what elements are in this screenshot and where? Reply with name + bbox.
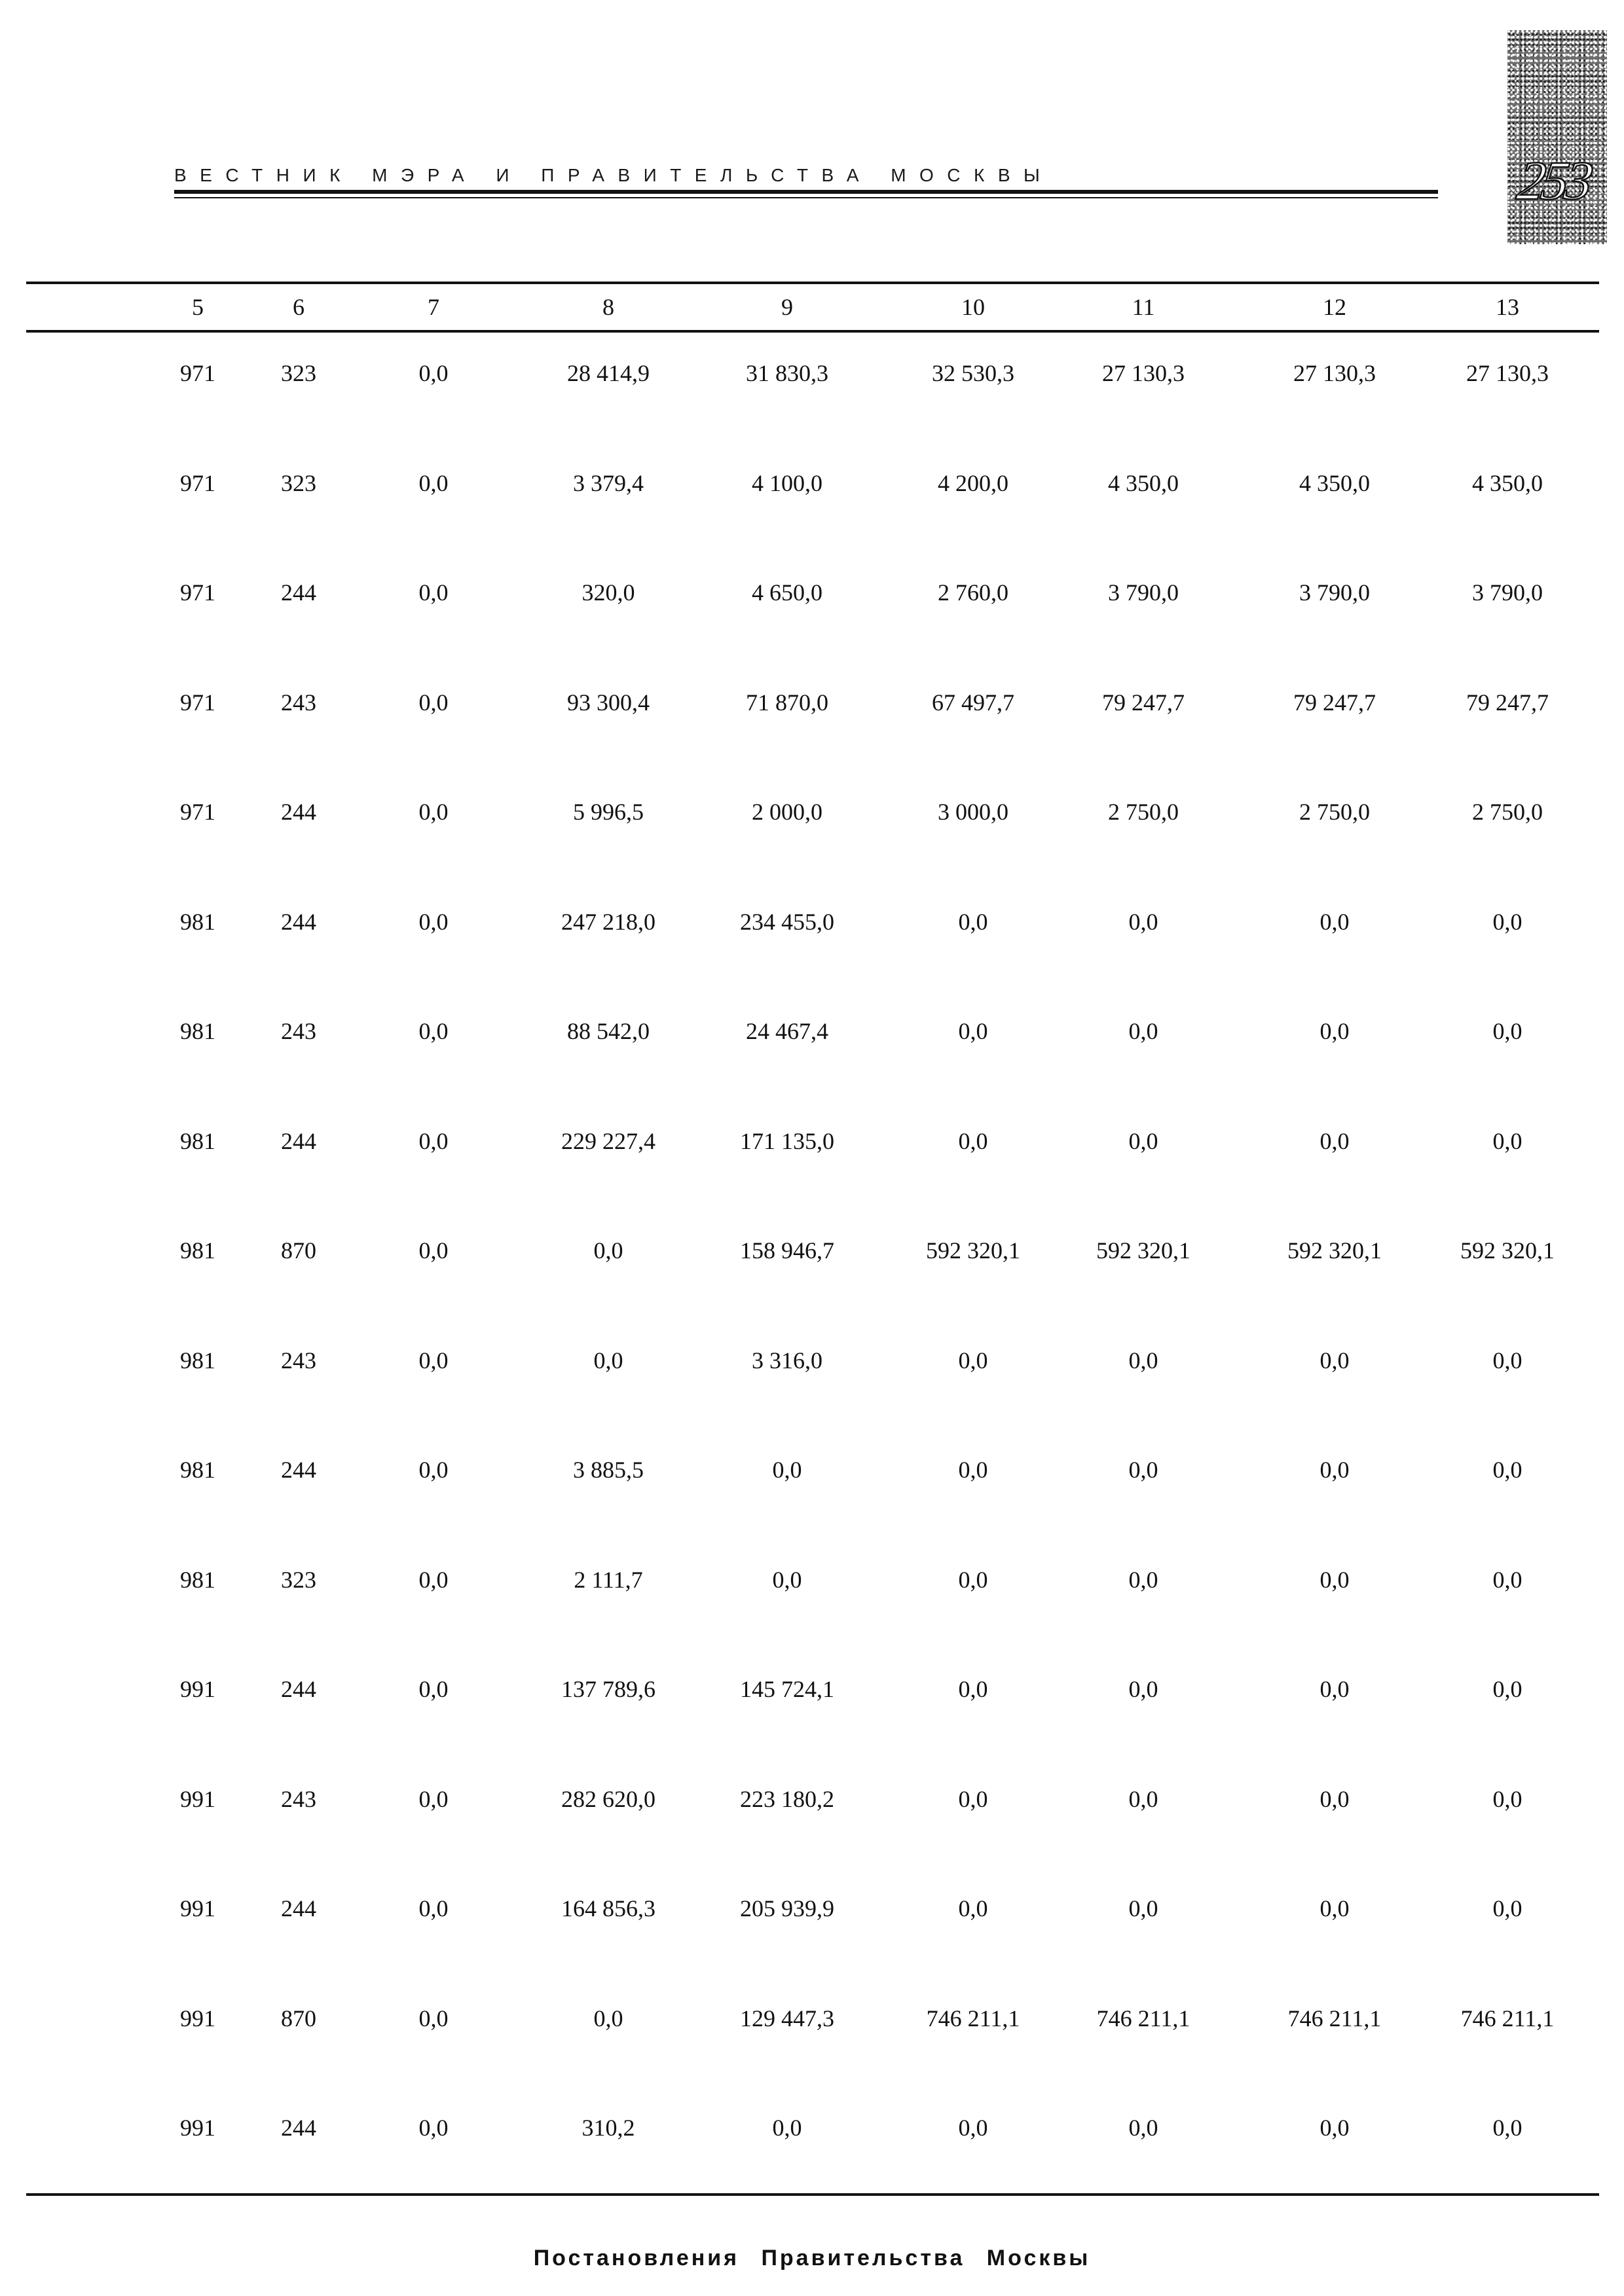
table-cell: 244 <box>281 1676 316 1702</box>
column-header: 13 <box>1496 294 1519 320</box>
table-cell: 0,0 <box>1128 1457 1158 1483</box>
table-row <box>26 1101 1599 1211</box>
table-cell: 0,0 <box>1320 1127 1350 1154</box>
table-cell: 0,0 <box>1128 1895 1158 1922</box>
table-cell: 71 870,0 <box>746 689 828 716</box>
table-cell: 0,0 <box>418 2115 449 2141</box>
table-cell: 592 320,1 <box>1460 1237 1555 1264</box>
column-header: 10 <box>961 294 985 320</box>
table-cell: 0,0 <box>418 1676 449 1702</box>
table-cell: 0,0 <box>1320 1676 1350 1702</box>
table-cell: 4 350,0 <box>1108 469 1179 496</box>
table-cell: 27 130,3 <box>1466 360 1549 386</box>
table-cell: 991 <box>180 2005 215 2032</box>
table-cell: 0,0 <box>418 908 449 935</box>
table-cell: 27 130,3 <box>1102 360 1185 386</box>
table-cell: 981 <box>180 1127 215 1154</box>
table-cell: 746 211,1 <box>1287 2005 1382 2032</box>
table-cell: 0,0 <box>418 360 449 386</box>
table-cell: 0,0 <box>1492 1676 1522 1702</box>
data-table <box>26 282 1599 2197</box>
table-cell: 0,0 <box>1492 1127 1522 1154</box>
table-cell: 2 750,0 <box>1472 799 1543 825</box>
table-cell: 0,0 <box>1492 1895 1522 1922</box>
table-cell: 0,0 <box>1492 1347 1522 1374</box>
table-cell: 0,0 <box>418 1018 449 1044</box>
table-cell: 981 <box>180 1566 215 1593</box>
table-cell: 244 <box>281 1127 316 1154</box>
table-cell: 0,0 <box>1492 1785 1522 1812</box>
table-cell: 0,0 <box>418 1347 449 1374</box>
table-cell: 320,0 <box>581 579 635 606</box>
table-cell: 3 000,0 <box>938 799 1008 825</box>
table-cell: 24 467,4 <box>746 1018 828 1044</box>
table-header-row <box>26 284 1599 330</box>
table-cell: 0,0 <box>418 1566 449 1593</box>
table-cell: 592 320,1 <box>1287 1237 1382 1264</box>
table-cell: 243 <box>281 1785 316 1812</box>
table-cell: 244 <box>281 908 316 935</box>
table-cell: 158 946,7 <box>740 1237 834 1264</box>
table-cell: 0,0 <box>1128 1566 1158 1593</box>
table-cell: 0,0 <box>1320 1785 1350 1812</box>
table-cell: 0,0 <box>1320 1457 1350 1483</box>
table-cell: 28 414,9 <box>567 360 650 386</box>
table-cell: 971 <box>180 689 215 716</box>
table-cell: 0,0 <box>418 2005 449 2032</box>
table-row <box>26 552 1599 662</box>
table-cell: 0,0 <box>418 1457 449 1483</box>
header-rule-thin <box>174 197 1438 198</box>
table-row <box>26 1758 1599 1868</box>
table-cell: 243 <box>281 1018 316 1044</box>
table-cell: 2 750,0 <box>1108 799 1179 825</box>
column-header: 8 <box>602 294 614 320</box>
table-cell: 244 <box>281 1895 316 1922</box>
table-cell: 323 <box>281 360 316 386</box>
section-title: Постановления Правительства Москвы <box>533 2246 1091 2270</box>
table-cell: 746 211,1 <box>1096 2005 1190 2032</box>
table-cell: 971 <box>180 579 215 606</box>
table-cell: 0,0 <box>1128 1018 1158 1044</box>
table-cell: 0,0 <box>418 579 449 606</box>
table-row <box>26 333 1599 443</box>
table-cell: 0,0 <box>593 2005 623 2032</box>
table-cell: 746 211,1 <box>926 2005 1020 2032</box>
table-row <box>26 1210 1599 1320</box>
table-cell: 0,0 <box>1128 2115 1158 2141</box>
column-header: 9 <box>781 294 793 320</box>
table-cell: 93 300,4 <box>567 689 650 716</box>
table-cell: 0,0 <box>958 2115 988 2141</box>
table-cell: 0,0 <box>418 1895 449 1922</box>
table-cell: 971 <box>180 360 215 386</box>
table-cell: 32 530,3 <box>932 360 1014 386</box>
table-cell: 0,0 <box>418 1237 449 1264</box>
table-cell: 0,0 <box>1128 1347 1158 1374</box>
table-cell: 3 316,0 <box>752 1347 822 1374</box>
table-cell: 234 455,0 <box>740 908 834 935</box>
table-cell: 0,0 <box>1492 1018 1522 1044</box>
table-cell: 0,0 <box>958 1018 988 1044</box>
table-cell: 0,0 <box>1320 1566 1350 1593</box>
table-cell: 145 724,1 <box>740 1676 834 1702</box>
table-cell: 0,0 <box>958 1457 988 1483</box>
table-cell: 981 <box>180 1457 215 1483</box>
column-header: 7 <box>428 294 439 320</box>
table-row <box>26 881 1599 991</box>
table-cell: 0,0 <box>1128 1127 1158 1154</box>
table-cell: 88 542,0 <box>567 1018 650 1044</box>
table-row <box>26 1649 1599 1758</box>
table-cell: 2 760,0 <box>938 579 1008 606</box>
table-cell: 243 <box>281 1347 316 1374</box>
table-cell: 981 <box>180 1237 215 1264</box>
table-cell: 229 227,4 <box>561 1127 655 1154</box>
table-body <box>26 333 1599 2197</box>
table-cell: 2 750,0 <box>1299 799 1370 825</box>
table-cell: 0,0 <box>1492 908 1522 935</box>
table-cell: 0,0 <box>1492 1566 1522 1593</box>
table-row <box>26 443 1599 553</box>
table-cell: 3 790,0 <box>1472 579 1543 606</box>
table-cell: 870 <box>281 1237 316 1264</box>
column-header: 5 <box>192 294 204 320</box>
table-cell: 870 <box>281 2005 316 2032</box>
table-row <box>26 1539 1599 1649</box>
table-cell: 310,2 <box>581 2115 635 2141</box>
column-header: 11 <box>1132 294 1155 320</box>
table-cell: 0,0 <box>958 1347 988 1374</box>
table-cell: 991 <box>180 2115 215 2141</box>
table-cell: 244 <box>281 799 316 825</box>
table-cell: 243 <box>281 689 316 716</box>
table-cell: 3 885,5 <box>573 1457 644 1483</box>
table-cell: 282 620,0 <box>561 1785 655 1812</box>
table-cell: 0,0 <box>1320 1347 1350 1374</box>
table-cell: 323 <box>281 1566 316 1593</box>
table-cell: 2 000,0 <box>752 799 822 825</box>
table-cell: 0,0 <box>1492 2115 1522 2141</box>
table-cell: 79 247,7 <box>1466 689 1549 716</box>
table-cell: 5 996,5 <box>573 799 644 825</box>
table-cell: 0,0 <box>418 469 449 496</box>
journal-title: ВЕСТНИК МЭРА И ПРАВИТЕЛЬСТВА МОСКВЫ <box>174 165 1054 185</box>
table-cell: 981 <box>180 1018 215 1044</box>
table-cell: 0,0 <box>958 1895 988 1922</box>
table-cell: 2 111,7 <box>574 1566 643 1593</box>
table-cell: 0,0 <box>1320 1895 1350 1922</box>
table-cell: 0,0 <box>1128 1785 1158 1812</box>
table-cell: 171 135,0 <box>740 1127 834 1154</box>
table-row <box>26 1429 1599 1539</box>
table-row <box>26 1320 1599 1430</box>
table-cell: 0,0 <box>958 1127 988 1154</box>
table-cell: 4 350,0 <box>1299 469 1370 496</box>
table-cell: 0,0 <box>418 799 449 825</box>
table-cell: 4 350,0 <box>1472 469 1543 496</box>
table-cell: 164 856,3 <box>561 1895 655 1922</box>
table-cell: 0,0 <box>1320 908 1350 935</box>
table-cell: 991 <box>180 1785 215 1812</box>
table-cell: 205 939,9 <box>740 1895 834 1922</box>
table-cell: 244 <box>281 1457 316 1483</box>
table-cell: 4 650,0 <box>752 579 822 606</box>
table-cell: 137 789,6 <box>561 1676 655 1702</box>
table-cell: 0,0 <box>958 1785 988 1812</box>
table-cell: 971 <box>180 469 215 496</box>
column-header: 6 <box>293 294 304 320</box>
header-rule <box>174 190 1438 194</box>
table-cell: 0,0 <box>1492 1457 1522 1483</box>
table-row <box>26 771 1599 881</box>
table-cell: 0,0 <box>593 1237 623 1264</box>
table-cell: 971 <box>180 799 215 825</box>
table-cell: 0,0 <box>958 908 988 935</box>
table-row <box>26 991 1599 1101</box>
table-cell: 0,0 <box>418 1127 449 1154</box>
table-cell: 592 320,1 <box>1096 1237 1190 1264</box>
table-cell: 4 100,0 <box>752 469 822 496</box>
column-header: 12 <box>1323 294 1346 320</box>
table-cell: 244 <box>281 579 316 606</box>
table-cell: 0,0 <box>1128 908 1158 935</box>
page-number: 253 <box>1513 151 1593 211</box>
table-cell: 0,0 <box>1128 1676 1158 1702</box>
table-cell: 129 447,3 <box>740 2005 834 2032</box>
table-cell: 27 130,3 <box>1293 360 1376 386</box>
table-cell: 592 320,1 <box>926 1237 1020 1264</box>
table-cell: 981 <box>180 908 215 935</box>
table-row <box>26 662 1599 772</box>
table-row <box>26 1868 1599 1978</box>
table-cell: 4 200,0 <box>938 469 1008 496</box>
table-cell: 323 <box>281 469 316 496</box>
table-cell: 79 247,7 <box>1293 689 1376 716</box>
table-cell: 0,0 <box>958 1566 988 1593</box>
table-cell: 67 497,7 <box>932 689 1014 716</box>
table-cell: 0,0 <box>958 1676 988 1702</box>
table-cell: 981 <box>180 1347 215 1374</box>
table-row <box>26 2087 1599 2197</box>
table-cell: 991 <box>180 1676 215 1702</box>
table-cell: 0,0 <box>1320 2115 1350 2141</box>
table-cell: 247 218,0 <box>561 908 655 935</box>
table-cell: 0,0 <box>418 689 449 716</box>
table-cell: 0,0 <box>418 1785 449 1812</box>
table-cell: 3 790,0 <box>1299 579 1370 606</box>
table-cell: 223 180,2 <box>740 1785 834 1812</box>
table-cell: 244 <box>281 2115 316 2141</box>
table-cell: 0,0 <box>593 1347 623 1374</box>
table-cell: 0,0 <box>1320 1018 1350 1044</box>
table-bottom-rule <box>26 2193 1599 2196</box>
table-row <box>26 1978 1599 2088</box>
table-cell: 31 830,3 <box>746 360 828 386</box>
table-cell: 0,0 <box>772 1457 802 1483</box>
table-cell: 991 <box>180 1895 215 1922</box>
table-cell: 3 790,0 <box>1108 579 1179 606</box>
table-cell: 0,0 <box>772 1566 802 1593</box>
table-cell: 0,0 <box>772 2115 802 2141</box>
page-number-decoration <box>1507 30 1607 244</box>
table-cell: 79 247,7 <box>1102 689 1185 716</box>
table-cell: 746 211,1 <box>1460 2005 1555 2032</box>
table-cell: 3 379,4 <box>573 469 644 496</box>
